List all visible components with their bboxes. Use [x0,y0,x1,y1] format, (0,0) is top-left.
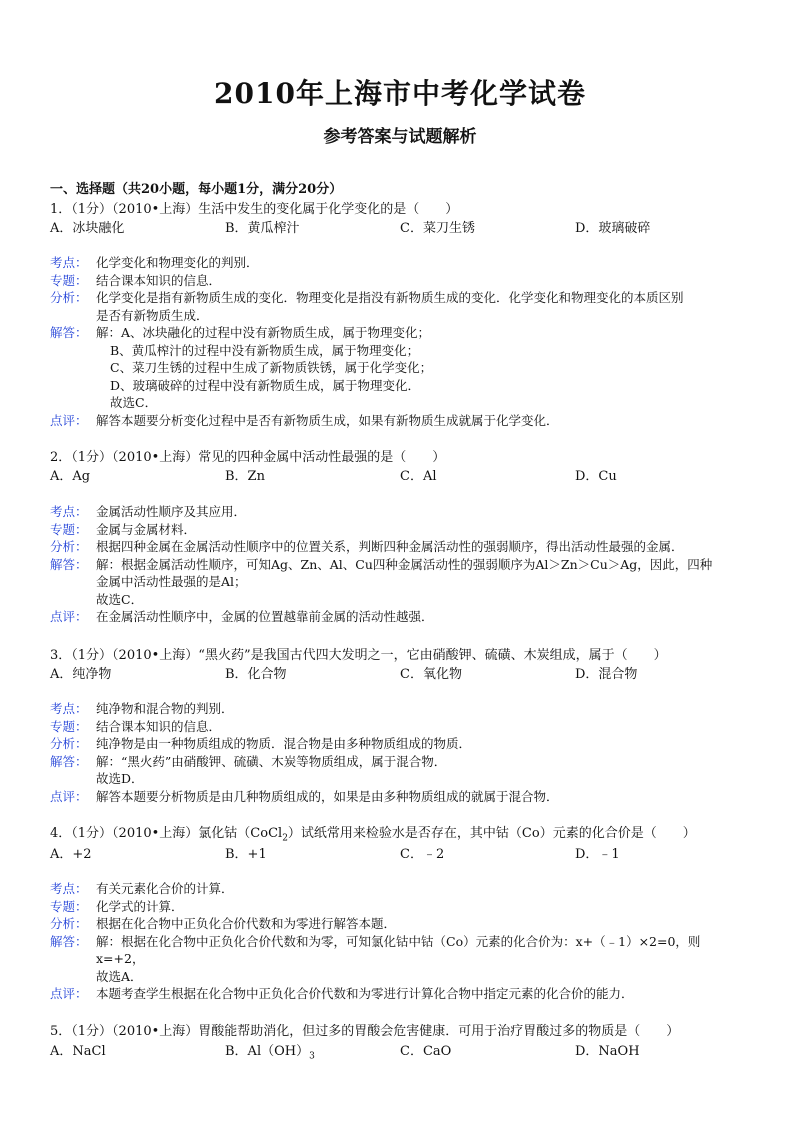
question-5-stem: 5．（1分）（2010•上海）胃酸能帮助消化，但过多的胃酸会危害健康．可用于治疗胃酸过多的物质是（ ） [50,1024,680,1039]
question-4-stem [50,822,760,844]
q3-jieda-2: 故选D． [96,771,144,786]
q2-dianping: 在金属活动性顺序中，金属的位置越靠前金属的活动性越强． [96,609,434,624]
q1-dianping: 解答本题要分析变化过程中是否有新物质生成，如果有新物质生成就属于化学变化． [96,412,559,428]
q4-stem-subscript: 2 [282,833,288,844]
zhuanti-label: 专题： [50,521,88,537]
q2-option-d: D．Cu [575,469,617,484]
q1-option-d: D．玻璃破碎 [575,221,651,236]
q2-option-c: C．Al [400,469,437,484]
question-3-options [50,663,760,681]
dianping-label: 点评： [50,788,88,804]
q3-option-d: D．混合物 [575,667,638,682]
fenxi-label: 分析： [50,290,88,305]
q3-option-b: B．化合物 [225,667,287,682]
q2-fenxi: 根据四种金属在金属活动性顺序中的位置关系，判断四种金属活动性的强弱顺序，得出活动性最强的金属． [96,539,684,554]
q2-jieda-1: 解：根据金属活动性顺序，可知Ag、Zn、Al、Cu四种金属活动性的强弱顺序为Al＞Zn＞Cu＞Ag，因此，四种 [96,556,713,572]
q4-stem-after: ）试纸常用来检验水是否存在，其中钴（Co）元素的化合价是（ ） [287,826,696,841]
q4-dianping: 本题考查学生根据在化合物中正负化合价代数和为零进行计算化合物中指定元素的化合价的能力． [96,986,634,1001]
q5-option-a: A．NaCl [50,1044,106,1059]
fenxi-label: 分析： [50,539,88,554]
kaodian-label: 考点： [50,701,88,716]
q4-jieda-1: 解：根据在化合物中正负化合价代数和为零，可知氯化钴中钴（Co）元素的化合价为：x+（﹣1）×2=0，则 [96,933,701,949]
q1-zhuanti: 结合课本知识的信息． [96,272,222,288]
jieda-label: 解答： [50,556,88,572]
dianping-label: 点评： [50,986,88,1001]
q3-option-a: A．纯净物 [50,667,112,682]
kaodian-label: 考点： [50,504,88,519]
kaodian-label: 考点： [50,881,88,896]
q1-option-a: A．冰块融化 [50,221,125,236]
question-5-options [50,1040,760,1062]
q4-jieda-3: 故选A． [96,968,143,984]
q3-zhuanti: 结合课本知识的信息． [96,718,222,734]
zhuanti-label: 专题： [50,272,88,288]
q2-jieda-2: 金属中活动性最强的是Al； [96,574,247,589]
fenxi-label: 分析： [50,916,88,931]
q1-jieda-2: B、黄瓜榨汁的过程中没有新物质生成，属于物理变化； [110,342,420,358]
q3-dianping: 解答本题要分析物质是由几种物质组成的，如果是由多种物质组成的就属于混合物． [96,788,559,804]
q1-jieda-4: D、玻璃破碎的过程中没有新物质生成，属于物理变化． [110,377,421,393]
zhuanti-label: 专题： [50,898,88,914]
q1-jieda-3: C、菜刀生锈的过程中生成了新物质铁锈，属于化学变化； [110,360,433,375]
q5-option-d: D．NaOH [575,1044,640,1059]
q1-jieda-5: 故选C． [110,395,158,410]
dianping-label: 点评： [50,412,88,428]
question-2-analysis [50,503,765,626]
question-1-stem: 1．（1分）（2010•上海）生活中发生的变化属于化学变化的是（ ） [50,202,459,217]
q2-option-b: B．Zn [225,469,265,484]
q5-option-b-text: B．Al（OH） [225,1044,310,1059]
q1-option-c: C．菜刀生锈 [400,221,475,236]
q5-option-b [225,1040,315,1062]
q4-fenxi: 根据在化合物中正负化合价代数和为零进行解答本题． [96,916,397,931]
kaodian-label: 考点： [50,255,88,270]
q4-kaodian: 有关元素化合价的计算． [96,881,234,896]
jieda-label: 解答： [50,753,88,769]
question-4-options [50,843,760,861]
q2-jieda-3: 故选C． [96,591,144,607]
q4-option-a: A．+2 [50,847,92,862]
jieda-label: 解答： [50,325,88,340]
section-heading: 一、选择题（共20小题，每小题1分，满分20分） [50,182,343,197]
question-1-options [50,217,760,235]
q2-kaodian: 金属活动性顺序及其应用． [96,504,247,519]
question-3-analysis [50,700,765,805]
q3-jieda-1: 解：“黑火药”由硝酸钾、硫磺、木炭等物质组成，属于混合物． [96,753,447,769]
q2-zhuanti: 金属与金属材料． [96,521,197,537]
q3-option-c: C．氧化物 [400,667,462,682]
q1-kaodian: 化学变化和物理变化的判别． [96,255,259,270]
q4-zhuanti: 化学式的计算． [96,898,184,914]
fenxi-label: 分析： [50,736,88,751]
q4-stem-before: 4．（1分）（2010•上海）氯化钴（CoCl [50,826,283,841]
q5-option-c: C．CaO [400,1044,452,1059]
q1-fenxi-1: 化学变化是指有新物质生成的变化．物理变化是指没有新物质生成的变化．化学变化和物理变化的本质区别 [96,290,684,305]
question-2-stem: 2．（1分）（2010•上海）常见的四种金属中活动性最强的是（ ） [50,450,446,465]
question-3-stem: 3．（1分）（2010•上海）“黑火药”是我国古代四大发明之一，它由硝酸钾、硫磺、木炭组成，属于（ ） [50,648,667,663]
q2-option-a: A．Ag [50,469,91,484]
jieda-label: 解答： [50,933,88,949]
q4-jieda-2: x=+2， [96,951,145,966]
question-1-analysis [50,254,765,429]
q1-fenxi-2: 是否有新物质生成． [96,307,209,323]
q3-fenxi: 纯净物是由一种物质组成的物质．混合物是由多种物质组成的物质． [96,736,472,751]
q5-option-b-subscript: 3 [309,1051,315,1062]
question-2-options [50,465,760,483]
question-4-analysis [50,880,765,1003]
page-title: 2010年上海市中考化学试卷 [214,77,586,110]
q1-jieda-1: 解：A、冰块融化的过程中没有新物质生成，属于物理变化； [96,325,431,340]
page-subtitle: 参考答案与试题解析 [323,127,477,147]
q4-option-d: D．﹣1 [575,847,620,862]
q1-option-b: B．黄瓜榨汁 [225,221,300,236]
q4-option-c: C．﹣2 [400,847,445,862]
q4-option-b: B．+1 [225,847,267,862]
zhuanti-label: 专题： [50,718,88,734]
q3-kaodian: 纯净物和混合物的判别． [96,701,234,716]
dianping-label: 点评： [50,609,88,624]
